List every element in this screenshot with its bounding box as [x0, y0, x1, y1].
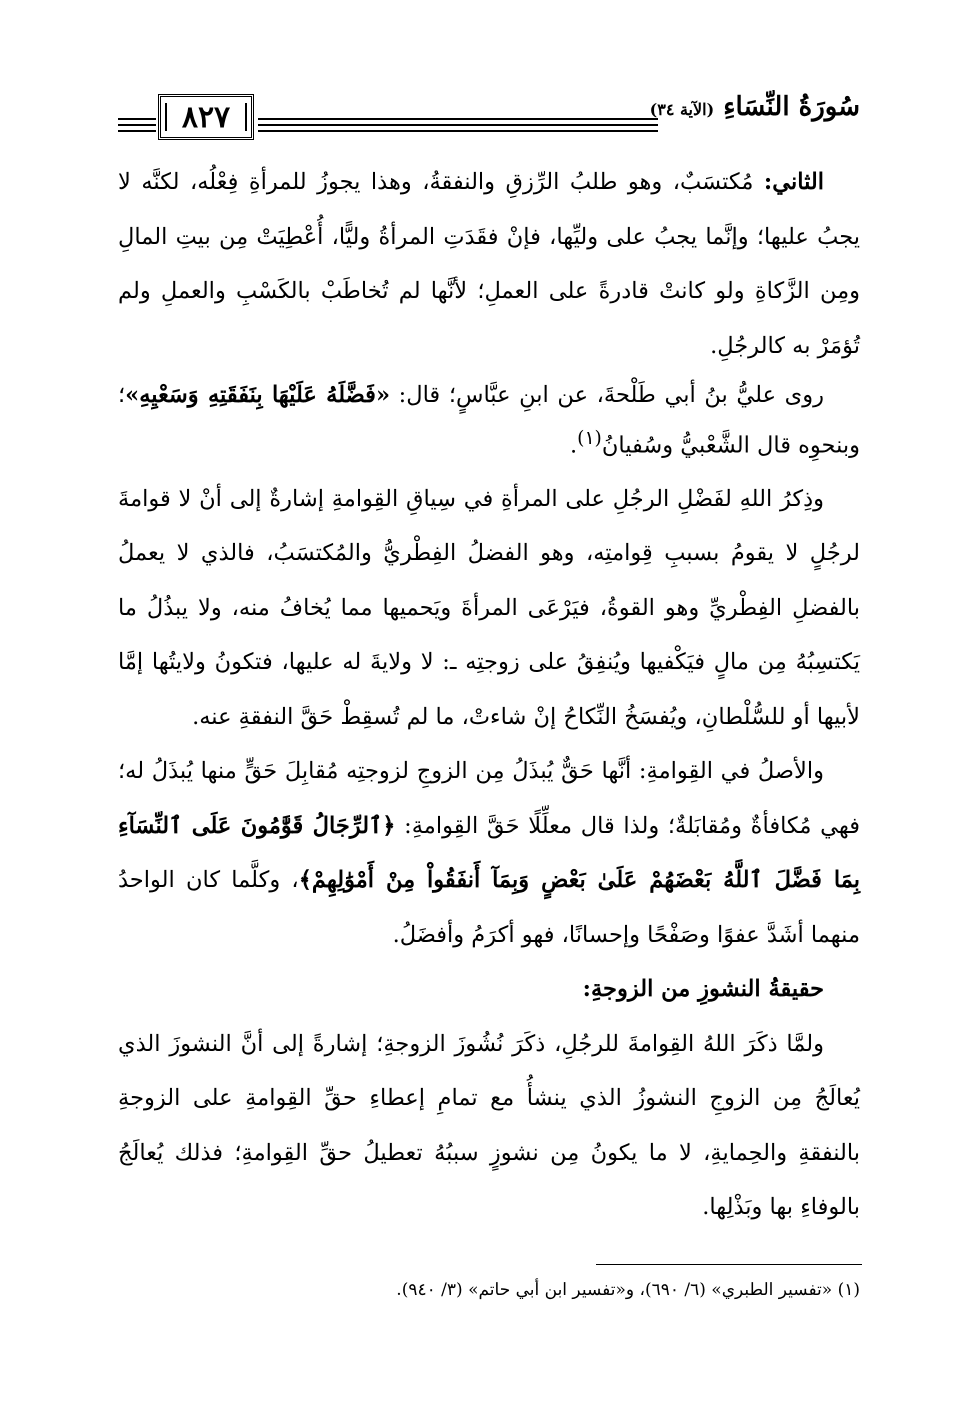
paragraph-text: ، وكلَّما كان الواحدُ منهما أشَدَّ عفوًا وصَفْحًا وإحسانًا، فهو أكرَمُ وأفضَلُ. [118, 867, 860, 948]
paragraph-lead: الثاني: [763, 169, 824, 195]
header-rule [118, 118, 156, 120]
page-number-text: ٨٢٧ [181, 99, 231, 135]
paragraph [118, 472, 860, 745]
paragraph-text: وذِكرُ اللهِ لفَضْلِ الرجُلِ على المرأةِ في سِياقِ القِوامةِ إشارةٌ إلى أنْ لا قوامةَ لرجُلٍ لا يقومُ بسببِ قِوامتِه، وهو الفضلُ الفِطْريُّ والمُكتسَبُ، فالذي لا يعملُ بالفضلِ الفِطْريِّ وهو القوةُ، فيَرْعَى المرأةَ ويَحميها مما يُخافُ منه، ولا يبذُلُ ما يَكتسِبُهُ مِن مالٍ فيَكْفيها ويُنفِقُ على زوجتِه ـ: لا ولايةَ له عليها، فتكونُ ولايتُها إمَّا لأبيها أو للسُّلْطانِ، ويُفسَخُ النِّكاحُ إنْ شاءتْ، ما لم تُسقِطْ حَقَّ النفقةِ عنه. [118, 485, 860, 730]
header-rule [258, 118, 658, 120]
main-text [118, 155, 860, 1235]
header-rule [118, 124, 156, 126]
surah-title: سُورَةُ النِّسَاءِ [723, 92, 860, 122]
page-header [118, 92, 860, 150]
section-heading: حقيقةُ النشوزِ من الزوجةِ: [582, 976, 824, 1002]
paragraph [118, 155, 860, 373]
header-rule [258, 124, 658, 126]
quran-verse: ﴿ٱلرِّجَالُ قَوَّٰمُونَ عَلَى ٱلنِّسَآءِ بِمَا فَضَّلَ ٱللَّهُ بَعْضَهُمْ عَلَىٰ بَعْضٍ وَبِمَآ أَنفَقُواْ مِنْ أَمْوَٰلِهِمْ﴾ [118, 812, 860, 893]
footnote: (١) «تفسير الطبري» (٦/ ٦٩٠)، و«تفسير ابن أبي حاتم» (٣/ ٩٤٠). [396, 1280, 860, 1300]
paragraph-text: روى عليُّ بنُ أبي طَلْحةَ، عن ابنِ عبَّاسٍ؛ قال: [390, 382, 825, 408]
header-rule [258, 130, 658, 132]
hadith-quote: «فَضَّلَهُ عَلَيْهَا بِنَفَقَتِهِ وَسَعْيِهِ» [125, 382, 391, 408]
footnote-separator [596, 1264, 862, 1265]
paragraph [118, 373, 860, 468]
paragraph-end: . [569, 432, 578, 459]
running-title [650, 92, 860, 122]
paragraph-text: والأصلُ في القِوامةِ: أنَّها حَقٌّ يُبذَلُ مِن الزوجِ لزوجتِه مُقابِلَ حَقٍّ منها يُبذَلُ له؛ فهي مُكافأةٌ ومُقابَلةٌ؛ ولذا قال معلِّلًا حَقَّ القِوامةِ: [118, 758, 860, 839]
header-rule [118, 130, 156, 132]
ayah-label: (الآية ٣٤) [649, 100, 715, 119]
paragraph-text: مُكتسَبٌ، وهو طلبُ الرِّزقِ والنفقةُ، وهذا يجوزُ للمرأةِ فِعْلُه، لكنَّه لا يجبُ عليها؛ وإنَّما يجبُ على وليِّها، فإنْ فقَدَتِ المرأةُ وليًّا، أُعْطِيَتْ مِن بيتِ المالِ ومِن الزَّكاةِ ولو كانتْ قادرةً على العملِ؛ لأنَّها لم تُخاطَبْ بالكَسْبِ والعملِ ولم تُؤمَرْ به كالرجُلِ. [118, 169, 860, 359]
page-number [158, 94, 254, 140]
paragraph-text: ؛ وبنحوِه قال الشَّعْبيُّ وسُفيانُ [118, 382, 860, 459]
paragraph [118, 744, 860, 962]
footnote-ref[interactable]: (١) [577, 428, 602, 449]
paragraph: ولمَّا ذكَرَ اللهُ القِوامةَ للرجُلِ، ذكَرَ نُشُوزَ الزوجةِ؛ إشارةً إلى أنَّ النشوزَ الذي يُعالَجُ مِن الزوجِ النشوزُ الذي ينشأُ مع تمامِ إعطاءِ حقِّ القِوامةِ على الزوجةِ بالنفقةِ والحِمايةِ، لا ما يكونُ مِن نشوزٍ سببُهُ تعطيلُ حقِّ القِوامةِ؛ فذلك يُعالَجُ بالوفاءِ بها وبَذْلِها. [118, 1030, 860, 1220]
